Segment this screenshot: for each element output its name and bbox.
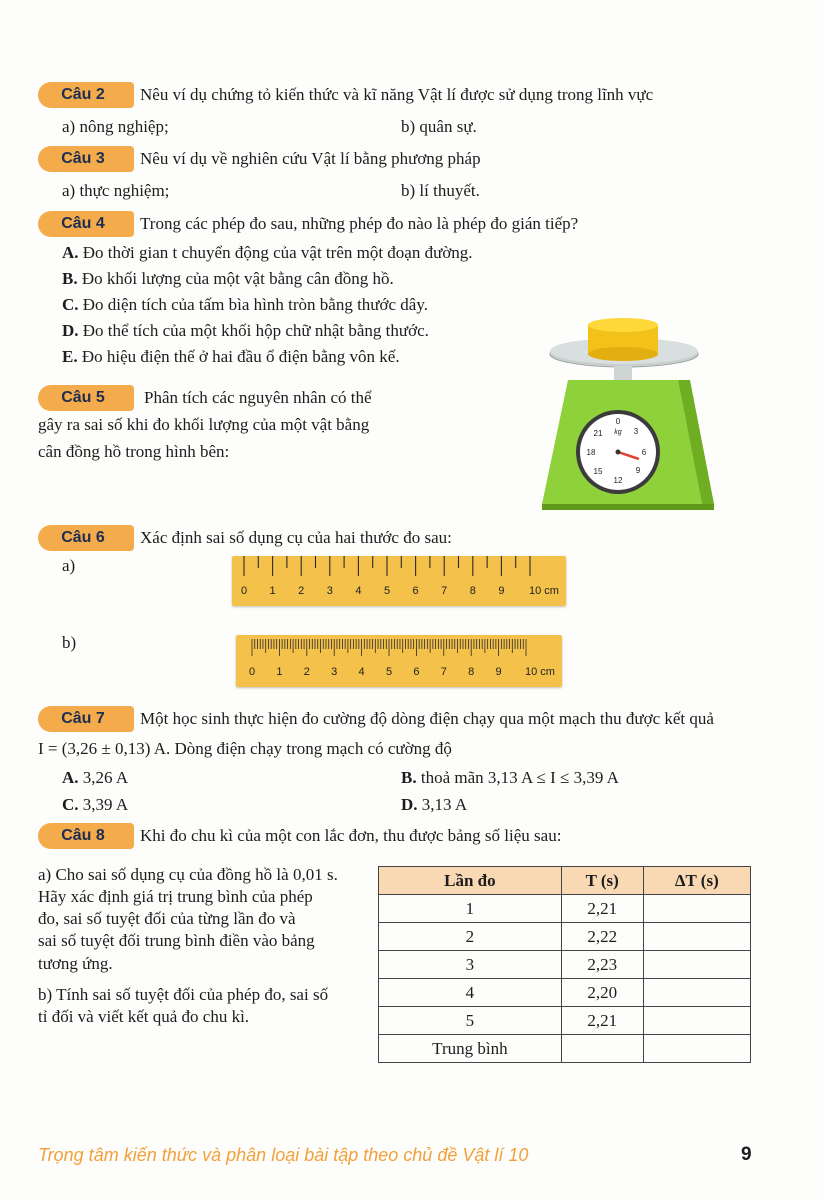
dial-unit: kg bbox=[614, 429, 622, 436]
ruler-label: 1 bbox=[269, 585, 276, 597]
table-row bbox=[379, 923, 751, 951]
question-text: Trong các phép đo sau, những phép đo nào là phép đo gián tiếp? bbox=[140, 214, 579, 233]
dial-number: 12 bbox=[613, 476, 623, 485]
question-text: Xác định sai số dụng cụ của hai thước đo sau: bbox=[140, 528, 452, 547]
ruler-label: 8 bbox=[468, 666, 475, 678]
dial-number: 3 bbox=[633, 427, 639, 436]
table-cell bbox=[643, 1007, 750, 1035]
question-badge: Câu 4 bbox=[38, 211, 134, 237]
page-number: 9 bbox=[741, 1144, 752, 1165]
ruler-label: 9 bbox=[495, 666, 502, 678]
question-4 bbox=[38, 211, 578, 237]
ruler-label: 3 bbox=[326, 585, 333, 597]
table-row bbox=[379, 979, 751, 1007]
table-cell bbox=[561, 1035, 643, 1063]
question-6 bbox=[38, 525, 452, 551]
question-badge: Câu 7 bbox=[38, 706, 134, 732]
option-d: D. Đo thể tích của một khối hộp chữ nhật bằng thước. bbox=[62, 321, 429, 340]
ruler-label: 1 bbox=[276, 666, 283, 678]
table-cell bbox=[643, 923, 750, 951]
ruler-label: 6 bbox=[413, 666, 420, 678]
table-cell: 2,22 bbox=[561, 923, 643, 951]
ruler-label: 3 bbox=[331, 666, 338, 678]
dial-number: 15 bbox=[593, 467, 603, 476]
page-footer: Trọng tâm kiến thức và phân loại bài tập theo chủ đề Vật lí 10 bbox=[38, 1145, 529, 1165]
option-d: D. 3,13 A bbox=[401, 795, 468, 814]
table-cell: Trung bình bbox=[379, 1035, 562, 1063]
ruler-label: 5 bbox=[383, 585, 391, 597]
body-line: tương ứng. bbox=[38, 954, 113, 973]
ruler-label: 10 cm bbox=[525, 666, 555, 678]
question-badge: Câu 2 bbox=[38, 82, 134, 108]
dial-number: 21 bbox=[593, 429, 603, 438]
table-cell bbox=[643, 1035, 750, 1063]
kitchen-scale-illustration bbox=[538, 318, 738, 514]
question-badge: Câu 8 bbox=[38, 823, 134, 849]
question-text: Phân tích các nguyên nhân có thể bbox=[144, 388, 372, 407]
option-c: C. Đo diện tích của tấm bìa hình tròn bằng thước dây. bbox=[62, 295, 428, 314]
table-cell: 2,21 bbox=[561, 895, 643, 923]
question-3 bbox=[38, 146, 481, 172]
option-a: A. 3,26 A bbox=[62, 768, 129, 787]
body-line: a) Cho sai số dụng cụ của đồng hồ là 0,01 s. bbox=[38, 865, 338, 884]
table-header: Lần đo bbox=[379, 867, 562, 895]
table-cell: 5 bbox=[379, 1007, 562, 1035]
table-header: T (s) bbox=[561, 867, 643, 895]
ruler-label: 2 bbox=[303, 666, 310, 678]
dial-number: 0 bbox=[615, 417, 621, 426]
question-text-line: gây ra sai số khi đo khối lượng của một vật bằng bbox=[38, 415, 370, 434]
ruler-label: 2 bbox=[298, 585, 305, 597]
question-5 bbox=[38, 385, 372, 411]
question-badge: Câu 6 bbox=[38, 525, 134, 551]
table-cell: 3 bbox=[379, 951, 562, 979]
table-cell: 2,21 bbox=[561, 1007, 643, 1035]
ruler-label: 5 bbox=[385, 666, 393, 678]
table-cell: 2 bbox=[379, 923, 562, 951]
body-line: sai số tuyệt đối trung bình điền vào bảng bbox=[38, 931, 315, 950]
body-line: tỉ đối và viết kết quả đo chu kì. bbox=[38, 1007, 250, 1026]
body-line: Hãy xác định giá trị trung bình của phép bbox=[38, 887, 313, 906]
ruler-a bbox=[232, 556, 566, 606]
question-badge: Câu 5 bbox=[38, 385, 134, 411]
ruler-label: 10 cm bbox=[529, 585, 559, 597]
label-b: b) bbox=[62, 633, 77, 652]
table-cell: 2,20 bbox=[561, 979, 643, 1007]
table-row bbox=[379, 1035, 751, 1063]
dial-number: 18 bbox=[586, 448, 596, 457]
option-e: E. Đo hiệu điện thế ở hai đầu ổ điện bằng vôn kế. bbox=[62, 347, 400, 366]
period-data-table bbox=[378, 866, 751, 1063]
ruler-label: 4 bbox=[358, 666, 365, 678]
table-cell: 4 bbox=[379, 979, 562, 1007]
option-a: A. Đo thời gian t chuyển động của vật trên một đoạn đường. bbox=[62, 243, 473, 262]
table-cell bbox=[643, 895, 750, 923]
table-cell: 2,23 bbox=[561, 951, 643, 979]
question-text-line: I = (3,26 ± 0,13) A. Dòng điện chạy trong mạch có cường độ bbox=[38, 739, 452, 758]
table-cell: 1 bbox=[379, 895, 562, 923]
question-text: Nêu ví dụ về nghiên cứu Vật lí bằng phương pháp bbox=[140, 149, 481, 168]
table-row bbox=[379, 951, 751, 979]
question-2 bbox=[38, 82, 653, 108]
table-header-row bbox=[379, 867, 751, 895]
question-text: Khi đo chu kì của một con lắc đơn, thu được bảng số liệu sau: bbox=[140, 826, 562, 845]
question-text: Nêu ví dụ chứng tỏ kiến thức và kĩ năng Vật lí được sử dụng trong lĩnh vực bbox=[140, 85, 654, 104]
body-line: b) Tính sai số tuyệt đối của phép đo, sai số bbox=[38, 985, 329, 1004]
question-text-line: cân đồng hồ trong hình bên: bbox=[38, 442, 230, 461]
option-a: a) nông nghiệp; bbox=[62, 117, 169, 136]
dial-number: 9 bbox=[635, 466, 641, 475]
option-b: b) quân sự. bbox=[401, 117, 477, 136]
table-header: ΔT (s) bbox=[643, 867, 750, 895]
ruler-label: 4 bbox=[355, 585, 362, 597]
table-row bbox=[379, 1007, 751, 1035]
question-badge: Câu 3 bbox=[38, 146, 134, 172]
option-b: B. thoả mãn 3,13 A ≤ I ≤ 3,39 A bbox=[401, 768, 619, 787]
option-c: C. 3,39 A bbox=[62, 795, 129, 814]
table-row bbox=[379, 895, 751, 923]
dial-number: 6 bbox=[641, 448, 647, 457]
question-8 bbox=[38, 823, 561, 849]
question-text: Một học sinh thực hiện đo cường độ dòng điện chạy qua một mạch thu được kết quả bbox=[140, 709, 714, 728]
table-cell bbox=[643, 951, 750, 979]
ruler-label: 7 bbox=[440, 666, 447, 678]
ruler-label: 0 bbox=[248, 666, 256, 678]
question-7 bbox=[38, 706, 714, 732]
ruler-label: 9 bbox=[498, 585, 505, 597]
option-b: b) lí thuyết. bbox=[401, 181, 480, 200]
ruler-label: 6 bbox=[412, 585, 419, 597]
ruler-label: 0 bbox=[240, 585, 248, 597]
option-a: a) thực nghiệm; bbox=[62, 181, 170, 200]
table-cell bbox=[643, 979, 750, 1007]
label-a: a) bbox=[62, 556, 76, 575]
option-b: B. Đo khối lượng của một vật bằng cân đồng hồ. bbox=[62, 269, 394, 288]
ruler-label: 7 bbox=[441, 585, 448, 597]
ruler-label: 8 bbox=[469, 585, 476, 597]
ruler-b bbox=[236, 635, 562, 687]
body-line: đo, sai số tuyệt đối của từng lần đo và bbox=[38, 909, 296, 928]
